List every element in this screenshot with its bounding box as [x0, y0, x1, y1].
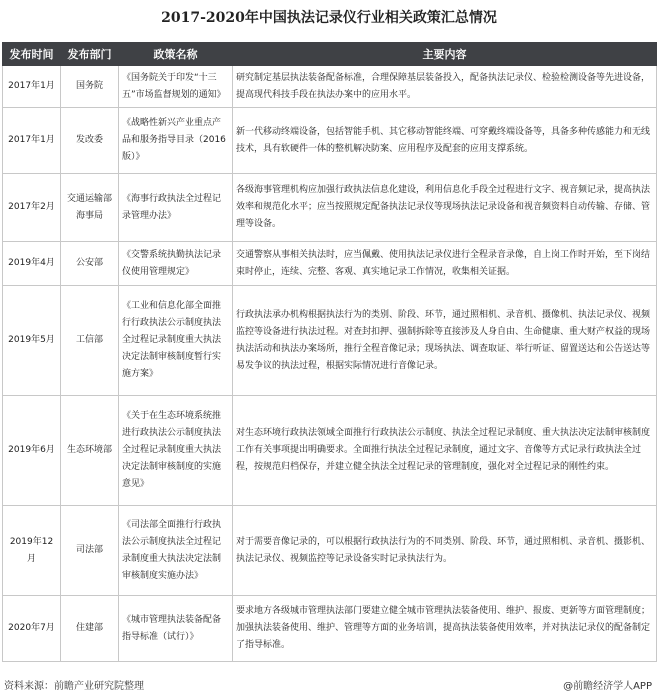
cell-dept: 司法部 [61, 506, 119, 596]
footer [0, 676, 658, 698]
table-row [3, 396, 657, 506]
cell-policy-name: 《国务院关于印发“十三五”市场监督规划的通知》 [119, 66, 233, 108]
table-row [3, 596, 657, 662]
cell-content: 交通警察从事相关执法时，应当佩戴、使用执法记录仪进行全程录音录像，自上岗工作时开始，至下岗结束时停止，连续、完整、客观、真实地记录工作情况，收集相关证据。 [233, 242, 657, 286]
cell-content: 对生态环境行政执法领域全面推行行政执法公示制度、执法全过程记录制度、重大执法决定法制审核制度工作有关事项提出明确要求。全面推行执法全过程记录制度，通过文字、音像等方式记录行政执法全过程，按规范归档保存，并建立健全执法全过程记录的管理制度，强化对全过程记录的刚性约束。 [233, 396, 657, 506]
cell-dept: 住建部 [61, 596, 119, 662]
cell-date: 2019年12月 [3, 506, 61, 596]
cell-date: 2019年5月 [3, 286, 61, 396]
cell-content: 要求地方各级城市管理执法部门要建立健全城市管理执法装备使用、维护、报废、更新等方面管理制度；加强执法装备使用、维护、管理等方面的业务培训，提高执法装备使用效率，并对执法记录仪的配备制定了指导标准。 [233, 596, 657, 662]
cell-date: 2017年2月 [3, 174, 61, 242]
cell-policy-name: 《城市管理执法装备配备指导标准（试行）》 [119, 596, 233, 662]
column-header-content: 主要内容 [233, 43, 657, 66]
policy-table [2, 42, 657, 662]
table-row [3, 174, 657, 242]
cell-date: 2019年4月 [3, 242, 61, 286]
table-row [3, 506, 657, 596]
cell-policy-name: 《关于在生态环境系统推进行政执法公示制度执法全过程记录制度重大执法决定法制审核制度的实施意见》 [119, 396, 233, 506]
cell-policy-name: 《交警系统执勤执法记录仪使用管理规定》 [119, 242, 233, 286]
cell-content: 行政执法承办机构根据执法行为的类别、阶段、环节，通过照相机、录音机、摄像机、执法记录仪、视频监控等设备进行执法过程。对查封扣押、强制拆除等直接涉及人身自由、生命健康、重大财产权益的现场执法活动和执法办案场所，推行全程音像记录；现场执法、调查取证、举行听证、留置送达和公告送达等易发争议的执法过程，根据实际情况进行音像记录。 [233, 286, 657, 396]
page-title: 2017-2020年中国执法记录仪行业相关政策汇总情况 [161, 10, 497, 26]
brand-credit [563, 676, 652, 698]
cell-content: 对于需要音像记录的，可以根据行政执法行为的不同类别、阶段、环节，通过照相机、录音机、摄影机、执法记录仪、视频监控等记录设备实时记录执法行为。 [233, 506, 657, 596]
cell-policy-name: 《战略性新兴产业重点产品和服务指导目录（2016版）》 [119, 108, 233, 174]
column-header-date: 发布时间 [3, 43, 61, 66]
table-row [3, 242, 657, 286]
cell-policy-name: 《司法部全面推行行政执法公示制度执法全过程记录制度重大执法决定法制审核制度实施办法》 [119, 506, 233, 596]
cell-dept: 交通运输部海事局 [61, 174, 119, 242]
table-header-row [3, 43, 657, 66]
table-row [3, 108, 657, 174]
cell-date: 2020年7月 [3, 596, 61, 662]
cell-content: 新一代移动终端设备，包括智能手机、其它移动智能终端、可穿戴终端设备等，具备多种传感能力和无线技术，具有软硬件一体的整机解决防案、应用程序及配套的应用支撑系统。 [233, 108, 657, 174]
cell-policy-name: 《工业和信息化部全面推行行政执法公示制度执法全过程记录制度重大执法决定法制审核制度暂行实施方案》 [119, 286, 233, 396]
cell-dept: 公安部 [61, 242, 119, 286]
cell-content: 研究制定基层执法装备配备标准，合理保障基层装备投入，配备执法记录仪、检验检测设备等先进设备，提高现代科技手段在执法办案中的应用水平。 [233, 66, 657, 108]
cell-dept: 国务院 [61, 66, 119, 108]
cell-policy-name: 《海事行政执法全过程记录管理办法》 [119, 174, 233, 242]
cell-dept: 生态环境部 [61, 396, 119, 506]
cell-date: 2017年1月 [3, 66, 61, 108]
cell-date: 2017年1月 [3, 108, 61, 174]
column-header-dept: 发布部门 [61, 43, 119, 66]
cell-date: 2019年6月 [3, 396, 61, 506]
cell-dept: 发改委 [61, 108, 119, 174]
cell-dept: 工信部 [61, 286, 119, 396]
source-note: 资料来源：前瞻产业研究院整理 [4, 681, 144, 692]
column-header-name: 政策名称 [119, 43, 233, 66]
brand-text: @前瞻经济学人APP [563, 681, 652, 692]
table-row [3, 66, 657, 108]
table-row [3, 286, 657, 396]
cell-content: 各级海事管理机构应加强行政执法信息化建设，利用信息化手段全过程进行文字、视音频记录，提高执法效率和规范化水平；应当按照规定配备执法记录仪等现场执法记录设备和视音频资料自动传输、存储、管理等设备。 [233, 174, 657, 242]
